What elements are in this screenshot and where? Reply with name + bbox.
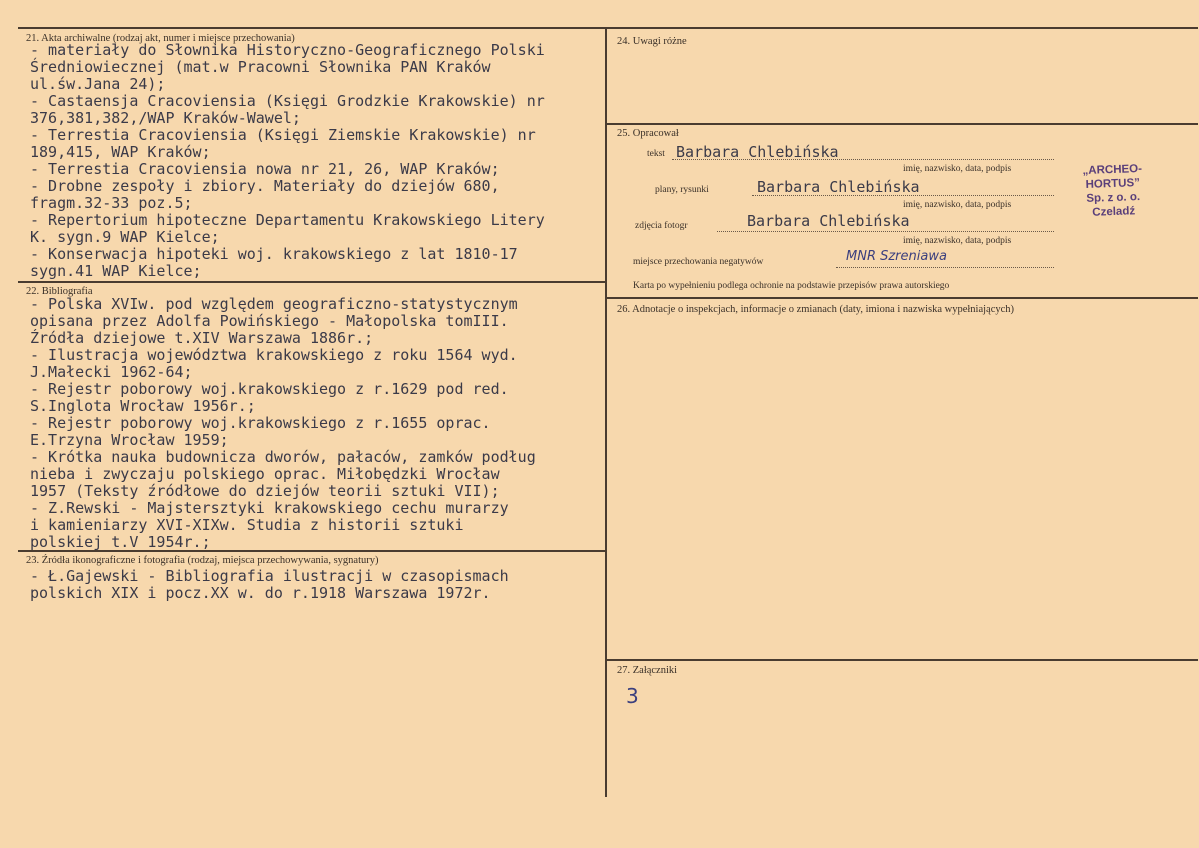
zdjecia-value: Barbara Chlebińska [747,212,910,230]
text-line: 376,381,382,/WAP Kraków-Wawel; [30,109,301,127]
text-line: - Repertorium hipoteczne Departamentu Krakowskiego Litery [30,211,545,229]
text-line: polskich XIX i pocz.XX w. do r.1918 Warszawa 1972r. [30,584,491,602]
text-line: sygn.41 WAP Kielce; [30,262,202,280]
text-line: - Z.Rewski - Majstersztyki krakowskiego cechu murarzy [30,499,509,517]
section-22-label: 22. Bibliografia [26,286,93,297]
text-line: - Krótka nauka budownicza dworów, pałaców, zamków podług [30,448,536,466]
divider-26-27 [606,659,1198,661]
text-line: - Castaensja Cracoviensia (Księgi Grodzkie Krakowskie) nr [30,92,545,110]
text-line: fragm.32-33 poz.5; [30,194,193,212]
text-line: - Rejestr poborowy woj.krakowskiego z r.1629 pod red. [30,380,509,398]
section-25-label: 25. Opracował [617,128,679,139]
text-line: - Rejestr poborowy woj.krakowskiego z r.1655 oprac. [30,414,491,432]
stamp-line: Sp. z o. o. [1086,191,1141,205]
text-line: K. sygn.9 WAP Kielce; [30,228,220,246]
text-line: J.Małecki 1962-64; [30,363,193,381]
plany-caption: imię, nazwisko, data, podpis [903,200,1012,210]
divider-24-25 [606,123,1198,125]
attachments-count: 3 [626,684,639,708]
company-stamp [1057,161,1169,221]
tekst-caption: imię, nazwisko, data, podpis [903,164,1012,174]
text-line: - Drobne zespoły i zbiory. Materiały do dziejów 680, [30,177,500,195]
text-line: polskiej t.V 1954r.; [30,533,211,551]
stamp-line: „ARCHEO-HORTUS” [1082,162,1143,191]
text-line: - Terrestia Cracoviensia nowa nr 21, 26, WAP Kraków; [30,160,500,178]
stamp-line: Czeladź [1092,205,1136,219]
text-line: 189,415, WAP Kraków; [30,143,211,161]
text-line: E.Trzyna Wrocław 1959; [30,431,229,449]
copyright-note: Karta po wypełnieniu podlega ochronie na podstawie przepisów prawa autorskiego [633,281,950,291]
text-line: - Polska XVIw. pod względem geograficzno-statystycznym [30,295,518,313]
text-line: opisana przez Adolfa Powińskiego - Małopolska tomIII. [30,312,509,330]
plany-value: Barbara Chlebińska [757,178,920,196]
tekst-label: tekst [647,149,665,159]
top-border [18,27,1198,29]
center-divider [605,27,607,797]
section-22-text [30,296,536,551]
negatywy-line [836,267,1054,268]
zdjecia-line [717,231,1054,232]
section-21-text [30,42,545,280]
tekst-value: Barbara Chlebińska [676,143,839,161]
zdjecia-label: zdjęcia fotogr [635,221,688,231]
text-line: - Ilustracja województwa krakowskiego z roku 1564 wyd. [30,346,518,364]
section-21-label: 21. Akta archiwalne (rodzaj akt, numer i miejsce przechowania) [26,33,295,44]
plany-label: plany, rysunki [655,185,709,195]
negatywy-label: miejsce przechowania negatywów [633,257,764,267]
divider-21-22 [18,281,607,283]
zdjecia-caption: imię, nazwisko, data, podpis [903,236,1012,246]
text-line: S.Inglota Wrocław 1956r.; [30,397,256,415]
section-23-label: 23. Źródła ikonograficzne i fotografia (rodzaj, miejsca przechowywania, sygnatury) [26,555,379,566]
divider-25-26 [606,297,1198,299]
text-line: ul.św.Jana 24); [30,75,166,93]
negatywy-value: MNR Szreniawa [846,249,947,264]
section-23-text [30,568,509,602]
text-line: - Ł.Gajewski - Bibliografia ilustracji w czasopismach [30,567,509,585]
text-line: Źródła dziejowe t.XIV Warszawa 1886r.; [30,329,374,347]
section-26-label: 26. Adnotacje o inspekcjach, informacje o zmianach (daty, imiona i nazwiska wypełniających) [617,304,1015,315]
text-line: 1957 (Teksty źródłowe do dziejów teorii sztuki VII); [30,482,500,500]
text-line: - Konserwacja hipoteki woj. krakowskiego z lat 1810-17 [30,245,518,263]
section-27-label: 27. Załączniki [617,665,678,676]
text-line: - materiały do Słownika Historyczno-Geograficznego Polski [30,41,545,59]
text-line: i kamieniarzy XVI-XIXw. Studia z historii sztuki [30,516,464,534]
text-line: - Terrestia Cracoviensia (Księgi Ziemskie Krakowskie) nr [30,126,536,144]
section-24-label: 24. Uwagi różne [617,36,687,47]
text-line: Średniowiecznej (mat.w Pracowni Słownika PAN Kraków [30,58,491,76]
text-line: nieba i zwyczaju polskiego oprac. Miłobędzki Wrocław [30,465,500,483]
